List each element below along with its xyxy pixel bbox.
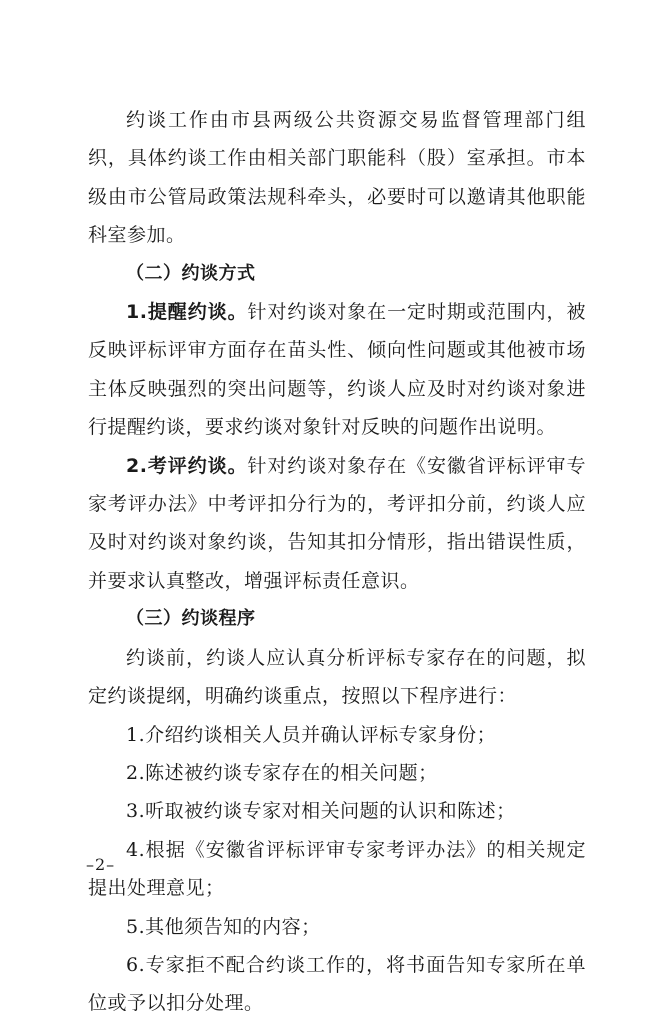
paragraph-organization: 约谈工作由市县两级公共资源交易监督管理部门组织，具体约谈工作由相关部门职能科（股）室承担。市本级由市公管局政策法规科牵头，必要时可以邀请其他职能科室参加。 xyxy=(88,109,586,247)
procedure-step: 1.介绍约谈相关人员并确认评标专家身份； xyxy=(126,723,497,746)
procedure-step: 6.专家拒不配合约谈工作的，将书面告知专家所在单位或予以扣分处理。 xyxy=(88,953,586,1015)
evaluation-interview-lead: 2.考评约谈。 xyxy=(126,454,248,477)
procedure-step: 4.根据《安徽省评标评审专家考评办法》的相关规定提出处理意见； xyxy=(88,838,586,900)
document-body xyxy=(88,101,586,1023)
section-heading-methods: （二）约谈方式 xyxy=(126,262,256,284)
paragraph-procedure-intro: 约谈前，约谈人应认真分析评标专家存在的问题，拟定约谈提纲，明确约谈重点，按照以下程序进行： xyxy=(88,646,586,708)
page-number: –2– xyxy=(86,855,116,874)
reminder-interview-text: 针对约谈对象在一定时期或范围内，被反映评标评审方面存在苗头性、倾向性问题或其他被市场主体反映强烈的突出问题等，约谈人应及时对约谈对象进行提醒约谈，要求约谈对象针对反映的问题作出说明。 xyxy=(88,301,586,439)
paragraph-reminder-interview xyxy=(88,293,586,447)
paragraph-evaluation-interview xyxy=(88,447,586,601)
section-heading-procedure: （三）约谈程序 xyxy=(126,608,256,630)
procedure-step: 2.陈述被约谈专家存在的相关问题； xyxy=(126,761,438,784)
evaluation-interview-text: 针对约谈对象存在《安徽省评标评审专家考评办法》中考评扣分行为的，考评扣分前，约谈人应及时对约谈对象约谈，告知其扣分情形，指出错误性质，并要求认真整改，增强评标责任意识。 xyxy=(88,454,586,592)
procedure-step: 5.其他须告知的内容； xyxy=(126,915,321,938)
reminder-interview-lead: 1.提醒约谈。 xyxy=(126,301,248,324)
procedure-step: 3.听取被约谈专家对相关问题的认识和陈述； xyxy=(126,800,516,823)
